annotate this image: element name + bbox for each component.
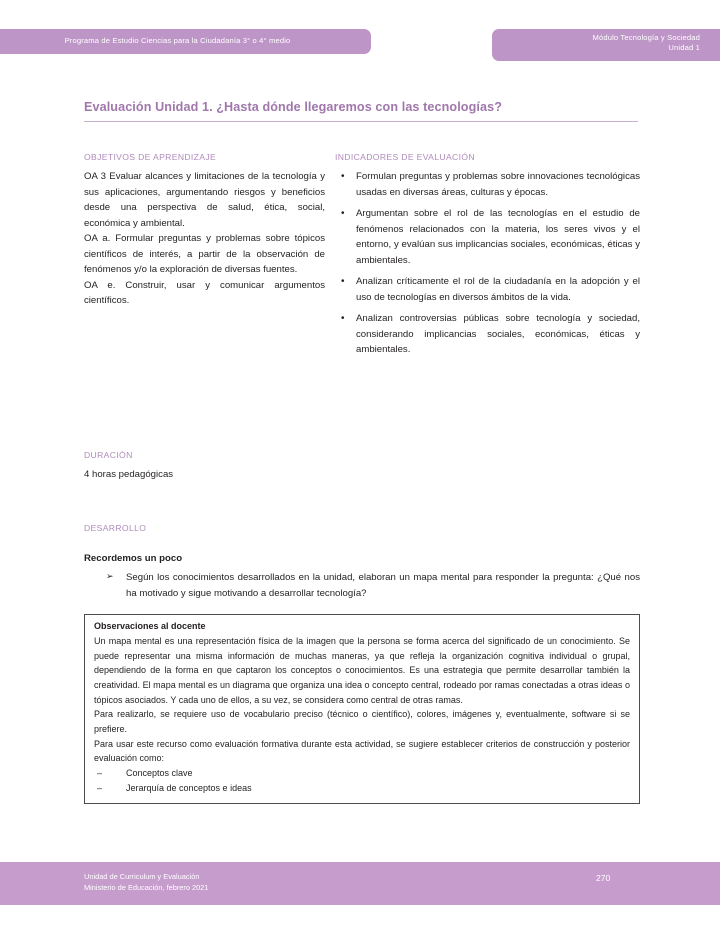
arrow-bullet-icon: ➢ xyxy=(106,571,114,581)
dash-bullet-icon: – xyxy=(97,767,103,778)
bullet-icon: • xyxy=(341,313,345,325)
indicators-list xyxy=(335,169,640,358)
duration-value: 4 horas pedagógicas xyxy=(84,469,174,480)
development-subtitle: Recordemos un poco xyxy=(84,553,183,564)
criteria-item xyxy=(94,781,630,796)
duration-section xyxy=(84,450,640,482)
module-banner-title: Módulo Tecnología y Sociedad xyxy=(592,33,700,42)
indicators-heading: INDICADORES DE EVALUACIÓN xyxy=(335,152,475,162)
module-banner-unit: Unidad 1 xyxy=(668,43,700,53)
teacher-notes-paragraph: Un mapa mental es una representación física de la imagen que la persona se forma acerca del significado de un conocimiento. Se puede representar una misma información de muchas maneras, ya que refleja la organización cognitiva individual o grupal, dependiendo de la forma en que captaron los conceptos o conocimientos. Es una estrategia que permite desarrollar también la creatividad. El mapa mental es un diagrama que organiza una idea o concepto central, rodeado por ramas conectadas a otras ideas o tópicos asociados. Y cada uno de ellos, a su vez, se considera como central de otras ramas. xyxy=(94,636,630,705)
module-banner xyxy=(492,29,720,61)
page-number: 270 xyxy=(596,873,611,883)
program-banner xyxy=(0,29,371,54)
teacher-notes-title: Observaciones al docente xyxy=(94,621,206,631)
list-item xyxy=(335,206,640,268)
teacher-notes-paragraph: Para realizarlo, se requiere uso de vocabulario preciso (técnico o científico), colores, imágenes y, eventualmente, software si se prefiere. xyxy=(94,709,630,734)
list-item-text: Argumentan sobre el rol de las tecnologías en el estudio de fenómenos relacionados con la materia, los seres vivos y el entorno, y evalúan sus implicancias sociales, económicas, éticas y ambientales. xyxy=(356,208,640,266)
list-item-text: Analizan críticamente el rol de la ciudadanía en la adopción y el uso de tecnologías en diversos ámbitos de la vida. xyxy=(356,276,640,303)
teacher-notes-box xyxy=(84,614,640,804)
bullet-icon: • xyxy=(341,208,345,220)
page-header xyxy=(0,0,720,88)
bullet-icon: • xyxy=(341,276,345,288)
list-item xyxy=(335,311,640,358)
criteria-text: Conceptos clave xyxy=(126,767,193,778)
list-item xyxy=(335,169,640,200)
teacher-notes-paragraph: Para usar este recurso como evaluación formativa durante esta actividad, se sugiere establecer criterios de construcción y posterior evaluación como: xyxy=(94,738,630,764)
list-item-text: Analizan controversias públicas sobre tecnología y sociedad, considerando implicancias sociales, económicas, éticas y ambientales. xyxy=(356,313,640,356)
objectives-indicators-table xyxy=(84,152,640,364)
duration-heading: DURACIÓN xyxy=(84,450,133,460)
bullet-icon: • xyxy=(341,171,345,182)
footer-credits-line2: Ministerio de Educación, febrero 2021 xyxy=(84,882,209,892)
program-banner-text: Programa de Estudio Ciencias para la Ciudadanía 3° o 4° medio xyxy=(64,36,291,46)
list-item xyxy=(335,274,640,305)
footer-credits xyxy=(84,872,208,893)
objective-paragraph: OA 3 Evaluar alcances y limitaciones de la tecnología y sus aplicaciones, argumentando riesgos y beneficios desde una perspectiva de salud, ética, social, económica y ambiental. xyxy=(84,171,325,229)
development-section xyxy=(84,523,640,601)
indicators-column xyxy=(335,152,640,364)
development-heading: DESARROLLO xyxy=(84,523,147,533)
criteria-item xyxy=(94,766,630,781)
objectives-heading: OBJETIVOS DE APRENDIZAJE xyxy=(84,152,217,162)
list-item-text: Formulan preguntas y problemas sobre innovaciones tecnológicas usadas en diversas áreas, culturas y épocas. xyxy=(356,171,640,198)
dash-bullet-icon: – xyxy=(97,782,103,793)
page-title: Evaluación Unidad 1. ¿Hasta dónde llegaremos con las tecnologías? xyxy=(84,100,638,122)
objective-paragraph: OA a. Formular preguntas y problemas sobre tópicos científicos de interés, a partir de la observación de fenómenos y/o la exploración de diversas fuentes. xyxy=(84,233,325,276)
activity-text: Según los conocimientos desarrollados en la unidad, elaboran un mapa mental para responder la pregunta: ¿Qué nos ha motivado y sigue motivando a desarrollar tecnología? xyxy=(126,572,640,599)
activity-item xyxy=(84,570,640,601)
objectives-column xyxy=(84,152,335,364)
criteria-text: Jerarquía de conceptos e ideas xyxy=(126,782,252,793)
objective-paragraph: OA e. Construir, usar y comunicar argumentos científicos. xyxy=(84,279,325,307)
footer-credits-line1: Unidad de Curriculum y Evaluación xyxy=(84,872,200,881)
